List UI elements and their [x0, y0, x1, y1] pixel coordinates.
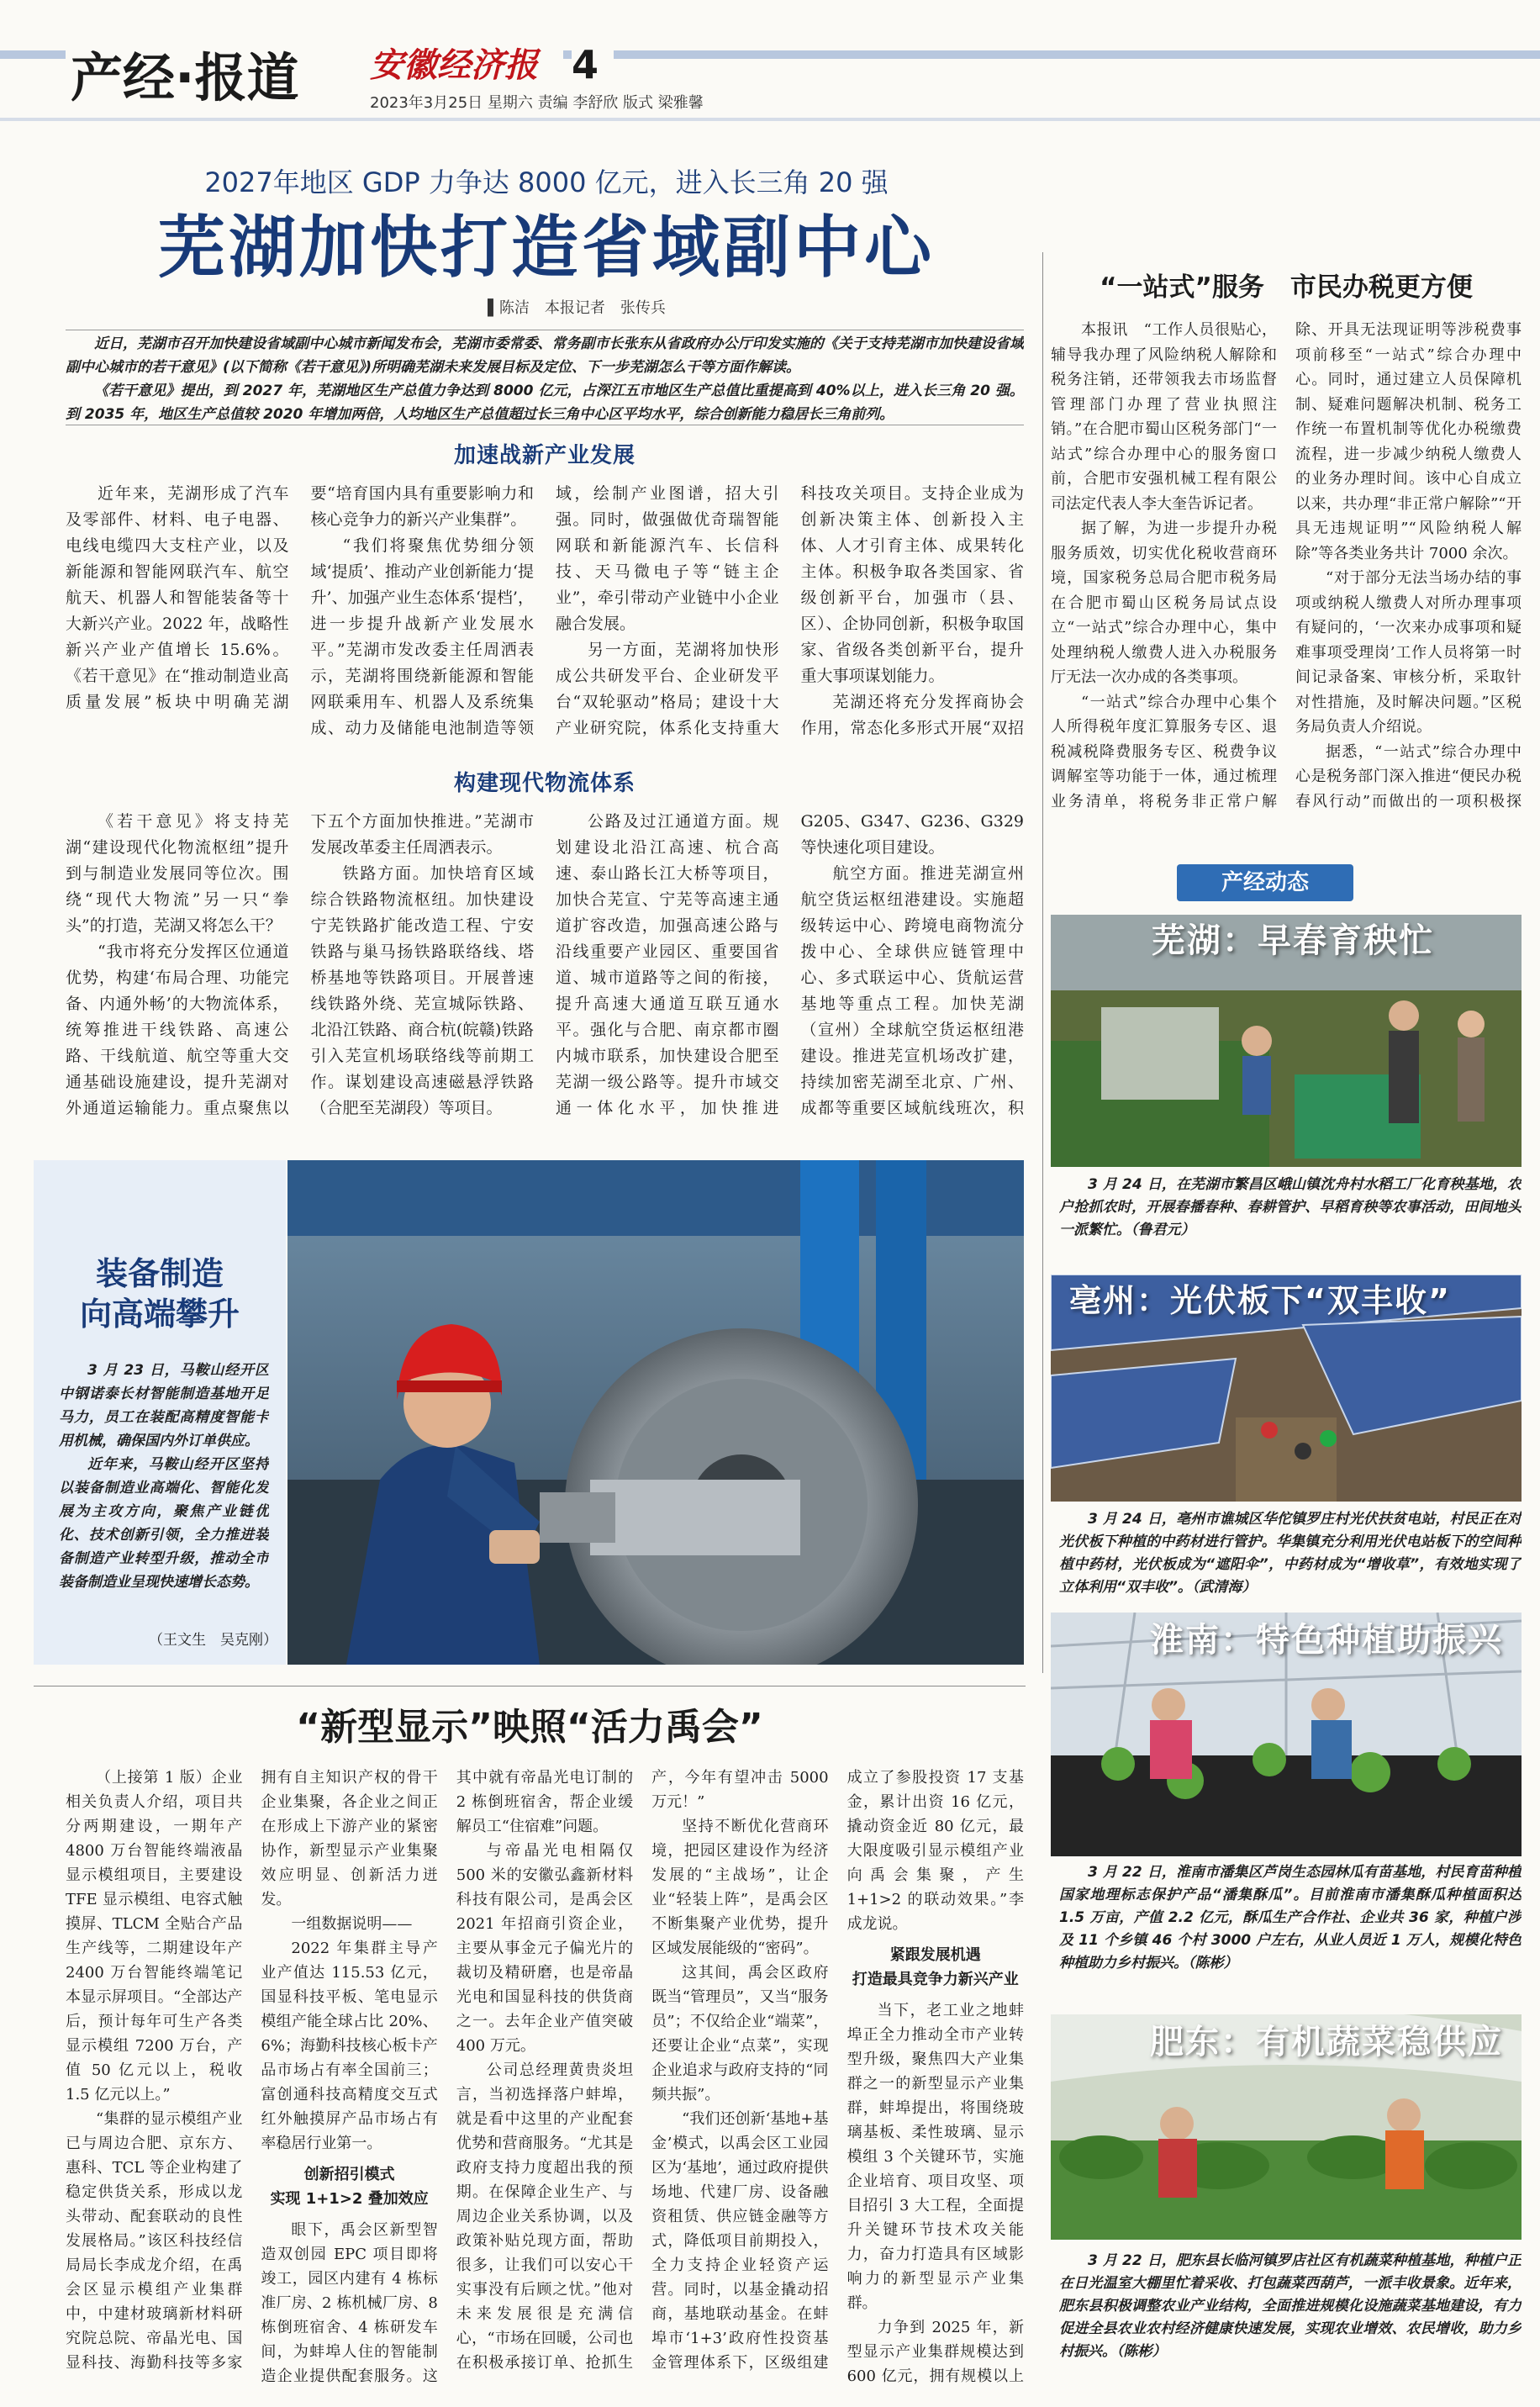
- caption-text: 3 月 22 日，淮南市潘集区芦岗生态园林瓜有苗基地，村民育苗种植国家地理标志保护产品“潘集酥瓜”。目前淮南市潘集酥瓜种植面积达 1.5 万亩，产值 2.2 亿元，酥瓜生产合作社、企业共 36 家，种植户涉及 11 个乡镇 46 个村 3000 户左右，从业人员近 1 万人，规模化特色种植助力乡村振兴。: [1059, 1864, 1522, 1972]
- masthead: [0, 0, 1540, 126]
- caption-para: 近年来，马鞍山经开区坚持以装备制造业高端化、智能化发展为主攻方向，聚焦产业链优化、技术创新引领，全力推进装备制造产业转型升级，推动全市装备制造业呈现快速增长态势。: [59, 1456, 269, 1591]
- caption-credit: （鲁君元）: [1131, 1222, 1195, 1238]
- wuhu-caption: [1059, 1174, 1522, 1264]
- caption-credit: （武清海）: [1191, 1579, 1257, 1596]
- tax-headline: “一站式”服务 市民办税更方便: [1100, 272, 1473, 303]
- body-para: 坚持不断优化营商环境，把园区建设作为经济发展的“主战场”，让企业“轻装上阵”，是禹会区不断集聚产业优势，提升区域发展能级的“密码”。: [651, 1818, 829, 1957]
- body-para: 本报讯 “工作人员很贴心，辅导我办理了风险纳税人解除和税务注销，还带领我去市场监督管理部门办理了营业执照注销。”在合肥市蜀山区税务部门“一站式”综合办理中心的服务窗口前，合肥市安强机械工程有限公司法定代表人李大奎告诉记者。: [1051, 321, 1277, 513]
- body-para: 据了解，为进一步提升办税服务质效，切实优化税收营商环境，国家税务总局合肥市税务局在合肥市蜀山区税务局试点设立“一站式”综合办理中心，集中处理纳税人缴费人进入办税服务厅无法一次办成的各类事项。: [1051, 520, 1277, 686]
- caption-credit: （陈彬）: [1188, 1955, 1238, 1972]
- section-bar-bottom: [0, 118, 1540, 121]
- body-para: 另一方面，芜湖将加快形成公共研发平台、企业研发平台“双轮驱动”格局；建设十大产业研究院，体系化支持重大科技攻关项目。支持企业成为创新决策主体、创新投入主体、人才引育主体、成果转化主体。积极争取各类国家、省级创新平台，加强市（县、区）、企协同创新，积极争取国家、省级各类创新平台，提升重大事项谋划能力。: [556, 484, 1024, 737]
- tax-body: [1051, 318, 1522, 814]
- equip-text-panel: [34, 1160, 286, 1665]
- summary-para: 《若干意见》提出，到 2027 年，芜湖地区生产总值力争达到 8000 亿元，占深江五市地区生产总值比重提高到 40%以上，进入长三角 20 强。到 2035 年，地区生产总值较 2020 年增加两倍，人均地区生产总值超过长三角中心区平均水平，综合创新能力稳居长三角前列。: [66, 383, 1024, 423]
- equip-title-1: 装备制造: [95, 1255, 224, 1292]
- page-number: 4: [572, 42, 614, 87]
- issue-meta: 2023年3月25日 星期六 责编 李舒欣 版式 梁雅馨: [370, 91, 807, 116]
- body-para: “对于部分无法当场办结的事项或纳税人缴费人对所办理事项有疑问的，‘一次来办成事项和疑难事项受理岗’工作人员将第一时间记录备案、审核分析，采取针对性措施，及时解决问题。”区税务局负责人介绍说。: [1295, 569, 1522, 736]
- huainan-caption: [1059, 1861, 1522, 1996]
- feidong-caption: [1059, 2250, 1522, 2393]
- body-para: 力争到 2025 年，新型显示产业集群规模达到 600 亿元，拥有规模以上: [846, 2319, 1024, 2385]
- body-para: 《若干意见》将支持芜湖“建设现代化物流枢纽”提升到与制造业发展同等位次。围绕“现代大物流”另一只“拳头”的打造，芜湖又将怎么干？: [66, 812, 289, 935]
- section-title: 产经·报道: [66, 40, 385, 116]
- bozhou-title: 亳州：光伏板下“双丰收”: [1069, 1282, 1451, 1319]
- body-para: （上接第 1 版）企业相关负责人介绍，项目共分两期建设，一期年产 4800 万台智能终端液晶显示模组项目，主要建设 TFE 显示模组、电容式触摸屏、TLCM 全贴合产品生产线等，二期建设年产 2400 万台智能终端笔记本显示屏项目。“全部达产后，预计每年可生产各类显示模组 7200 万台，产值 50 亿元以上，税收 1.5 亿元以上。”: [66, 1769, 243, 2103]
- body-para: “我市将充分发挥区位通道优势，构建‘布局合理、功能完备、内通外畅’的大物流体系，统筹推进干线铁路、高速公路、干线航道、航空等重大交通基础设施建设，提升芜湖对外通道运输能力。重点聚焦以下五个方面加快推进。”芜湖市发展改革委主任周洒表示。: [66, 812, 534, 1117]
- display-headline: “新型显示”映照“活力禹会”: [296, 1706, 763, 1749]
- lead-subhead-2: 构建现代物流体系: [453, 771, 636, 796]
- column-rule: [1042, 252, 1043, 1673]
- equip-credit: （王文生 吴克刚）: [149, 1632, 277, 1649]
- body-para: 公路及过江通道方面。规划建设北沿江高速、杭合高速、泰山路长江大桥等项目，加快合芜宣、宁芜等高速主通道扩容改造，加强高速公路与沿线重要产业园区、重要国省道、城市道路等之间的衔接，提升高速大通道互联互通水平。强化与合肥、南京都市圈内城市联系，加快建设合肥至芜湖一级公路等。提升市域交通一体化水平，加快推进 G205、G347、G236、G329 等快速化项目建设。: [556, 812, 1024, 1117]
- body-para: “集群的显示模组产业已与周边合肥、京东方、惠科、TCL 等企业构建了稳定供货关系，形成以龙头带动、配套联动的良性发展格局。”该区科技经信局局长李成龙介绍，在禹会区显示模组产业集群中，中建材玻璃新材料研究院总院、帝晶光电、国显科技、海勤科技等多家拥有自主知识产权的骨干企业集聚，各企业之间正在形成上下游产业的紧密协作，新型显示产业集聚效应明显、创新活力迸发。: [66, 1769, 438, 2372]
- bozhou-caption: [1059, 1508, 1522, 1606]
- body-para: 铁路方面。加快培育区域综合铁路物流枢纽。加快建设宁芜铁路扩能改造工程、宁安铁路与巢马扬铁路联络线、塔桥基地等铁路项目。开展普速线铁路外绕、芜宣城际铁路、北沿江铁路、商合杭(皖赣)铁路引入芜宣机场联络线等前期工作。谋划建设高速磁悬浮铁路（合肥至芜湖段）等项目。: [310, 864, 534, 1117]
- lead-summary: [66, 330, 1024, 425]
- lead-section-2: [66, 809, 1024, 1145]
- display-subhead-b: 紧跟发展机遇 打造最具竞争力新兴产业: [852, 1946, 1019, 1988]
- body-para: “我们将聚焦优势细分领域‘提质’、推动产业创新能力‘提升’、加强产业生态体系‘提档’，进一步提升战新产业发展水平。”芜湖市发改委主任周洒表示，芜湖将围绕新能源和智能网联乘用车、机器人及系统集成、动力及储能电池制造等领域，绘制产业图谱，招大引强。同时，做强做优奇瑞智能网联和新能源汽车、长信科技、天马微电子等“链主企业”，牵引带动产业链中小企业融合发展。: [310, 484, 779, 737]
- body-para: 航空方面。推进芜湖宣州航空货运枢纽港建设。实施超级转运中心、跨境电商物流分拨中心、全球供应链管理中心、多式联运中心、货航运营基地等重点工程。加快芜湖（宣州）全球航空货运枢纽港建设。推进芜宣机场改扩建，持续加密芜湖至北京、广州、成都等重要区域航线班次，积: [800, 864, 1024, 1117]
- body-para: “一站式”综合办理中心集个人所得税年度汇算服务专区、退税减税降费服务专区、税费争议调解室等功能于一体，通过梳理业务清单，将税务非正常户解除、开具无法现证明等涉税费事项前移至“一站式”综合办理中心。同时，通过建立人员保障机制、疑难问题解决机制、税务工作统一布置机制等优化办税缴费流程，进一步减少纳税人缴费人的业务办理时间。该中心自成立以来，共办理“非正常户解除”“开具无违规证明”“风险纳税人解除”等各类业务共计 7000 余次。: [1051, 321, 1522, 810]
- body-para: “我们还创新‘基地+基金’模式，以禹会区工业园区为‘基地’，通过政府提供场地、代建厂房、设备融资租赁、供应链金融等方式，降低项目前期投入，全力支持企业轻资产运营。同时，以基金撬动招商，基地联动基金。在蚌埠市‘1+3’政府性投资基金管理体系下，区级组建成立了参股投资 17 支基金，累计出资 16 亿元，撬动资金近 80 亿元，最大限度吸引显示模组产业向禹会集聚，产生 1+1>2 的联动效果。”李成龙说。: [651, 1769, 1024, 2372]
- paper-logo: 安徽经济报: [370, 45, 563, 86]
- body-para: 眼下，禹会区新型智造双创园 EPC 项目即将竣工，园区内建有 4 栋标准厂房、2 栋机械厂房、8 栋倒班宿舍、4 栋研发车间，为蚌埠人住的智能制造企业提供配套服务。这其中就有帝晶光电订制的 2 栋倒班宿舍，帮企业缓解员工“住宿难”问题。: [261, 1769, 634, 2385]
- body-para: 近年来，芜湖形成了汽车及零部件、材料、电子电器、电线电缆四大支柱产业，以及新能源和智能网联汽车、航空航天、机器人和智能装备等十大新兴产业。2022 年，战略性新兴产业产值增长 15.6%。《若干意见》在“推动制造业高质量发展”板块中明确芜湖要“培育国内具有重要影响力和核心竞争力的新兴产业集群”。: [66, 484, 534, 711]
- body-para: 芜湖还将充分发挥商协会作用，常态化多形式开展“双招: [800, 693, 1024, 737]
- equipment-photo: [287, 1160, 1024, 1665]
- body-para: 当下，老工业之地蚌埠正全力推动全市产业转型升级，聚焦四大产业集群之一的新型显示产业集群，蚌埠提出，将围绕玻璃基板、柔性玻璃、显示模组 3 个关键环节，实施企业培育、项目攻坚、项目招引 3 大工程，全面提升关键环节技术攻关能力，奋力打造具有区域影响力的新型显示产业集群。: [846, 2002, 1024, 2312]
- display-subhead-a: 创新招引模式 实现 1+1>2 叠加效应: [270, 2166, 429, 2208]
- trends-banner: [1177, 864, 1353, 901]
- equip-title-2: 向高端攀升: [79, 1296, 240, 1333]
- caption-credit: （陈彬）: [1116, 2343, 1167, 2360]
- caption-text: 3 月 24 日，在芜湖市繁昌区峨山镇沈舟村水稻工厂化育秧基地，农户抢抓农时，开展春播春种、春耕管护、早稻育秧等农事活动，田间地头一派繁忙。: [1059, 1176, 1522, 1238]
- summary-para: 近日，芜湖市召开加快建设省域副中心城市新闻发布会，芜湖市委常委、常务副市长张东从省政府办公厅印发实施的《关于支持芜湖市加快建设省域副中心城市的若干意见》(以下简称《若干意见》)所明确芜湖未来发展目标及定位、下一步芜湖怎么干等方面作解读。: [66, 335, 1024, 376]
- lead-kicker: 2027年地区 GDP 力争达 8000 亿元，进入长三角 20 强: [204, 166, 889, 198]
- body-para: 一组数据说明——: [291, 1915, 413, 1933]
- huainan-title: 淮南：特色种植助振兴: [1150, 1621, 1503, 1660]
- body-para: 2022 年集群主导产业产值达 115.53 亿元，国显科技平板、笔电显示模组产能全球占比 20%、6%；海勤科技核心板卡产品市场占有率全国前三；富创通科技高精度交互式红外触摸屏产品市场占有率稳居行业第一。: [261, 1940, 438, 2152]
- equip-caption: [59, 1359, 269, 1628]
- caption-para: 3 月 23 日，马鞍山经开区中钢诺泰长材智能制造基地开足马力，员工在装配高精度智能卡用机械，确保国内外订单供应。: [59, 1362, 269, 1449]
- caption-text: 3 月 22 日，肥东县长临河镇罗店社区有机蔬菜种植基地，种植户正在日光温室大棚里忙着采收、打包蔬菜西葫芦，一派丰收景象。近年来，肥东县积极调整农业产业结构，全面推进规模化设施蔬菜基地建设，有力促进全县农业农村经济健康快速发展，实现农业增效、农民增收，助力乡村振兴。: [1059, 2252, 1522, 2360]
- lead-section-1: [66, 481, 1024, 760]
- body-para: 公司总经理黄贵炎坦言，当初选择落户蚌埠，就是看中这里的产业配套优势和营商服务。“尤其是政府支持力度超出我的预期。在保障企业生产、与周边企业关系协调，以及政策补贴兑现方面，帮助很多，让我们可以安心干实事没有后顾之忧。”他对未来发展很是充满信心，“市场在回暖，公司也在积极承接订单、抢抓生产，今年有望冲击 5000 万元！”: [456, 1769, 829, 2372]
- body-para: 据悉，“一站式”综合办理中心是税务部门深入推进“便民办税春风行动”而做出的一项积极探: [1295, 742, 1522, 810]
- wuhu-title: 芜湖：早春育秧忙: [1152, 921, 1434, 960]
- display-body: [66, 1766, 1024, 2396]
- lead-headline: 芜湖加快打造省域副中心: [158, 208, 935, 287]
- lead-byline: ▌陈洁 本报记者 张传兵: [488, 299, 666, 317]
- feidong-title: 肥东：有机蔬菜稳供应: [1150, 2023, 1503, 2061]
- body-para: 这其间，禹会区政府既当“管理员”，又当“服务员”；不仅给企业“端菜”，还要让企业“点菜”，实现企业追求与政府支持的“同频共振”。: [651, 1964, 829, 2103]
- lead-subhead-1: 加速战新产业发展: [453, 443, 636, 468]
- caption-text: 3 月 24 日，亳州市谯城区华佗镇罗庄村光伏扶贫电站，村民正在对光伏板下种植的中药材进行管护。华集镇充分利用光伏电站板下的空间种植中药材，光伏板成为“遮阳伞”，中药材成为“增收草”，有效地实现了立体利用“双丰收”。: [1059, 1511, 1522, 1596]
- body-para: 与帝晶光电相隔仅 500 米的安徽弘鑫新材料科技有限公司，是禹会区 2021 年招商引资企业，主要从事金元子偏光片的裁切及精研磨，也是帝晶光电和国显科技的供货商之一。去年企业产值突破 400 万元。: [456, 1842, 634, 2055]
- trends-banner-label: 产经动态: [1221, 870, 1309, 895]
